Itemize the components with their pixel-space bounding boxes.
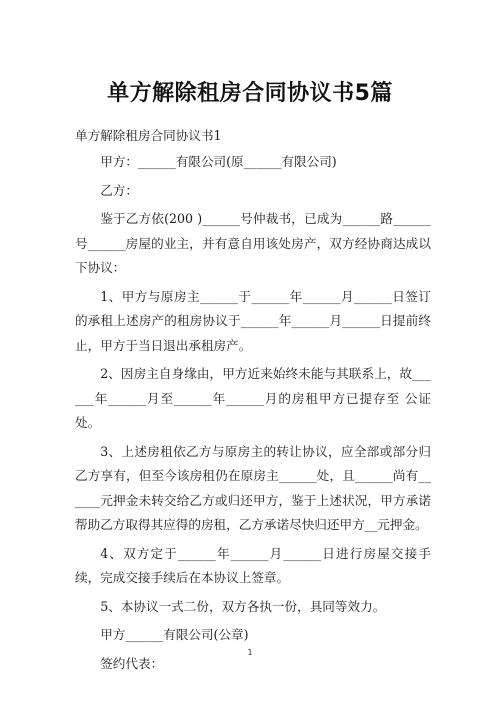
document-title: 单方解除租房合同协议书5篇 [107,81,393,106]
party-a-line: 甲方：______有限公司(原______有限公司) [100,154,337,169]
party-b-line: 乙方： [100,182,138,198]
document-body [75,124,431,680]
page-number: 1 [247,648,253,657]
clause-4: 4、双方定于______年______月______日进行房屋交接手续，完成交接手续后在本协议上签章。 [75,545,431,585]
preamble-paragraph: 鉴于乙方依(200 )______号仲裁书，已成为______路______号______房屋的业主，并有意自用该处房产，双方经协商达成以下协议： [75,211,431,275]
signing-representative-line: 签约代表： [100,655,164,671]
clause-3: 3、上述房租依乙方与原房主的转让协议，应全部或部分归乙方享有，但至今该房租仍在原房主______处，且______尚有______元押金未转交给乙方或归还甲方，鉴于上述状况，甲方承诺帮助乙方取得其应得的房租，乙方承诺尽快归还甲方__元押金。 [75,443,431,532]
clause-2: 2、因房主自身缘由，甲方近来始终未能与其联系上，故______年______月至______年______月的房租甲方已提存至 公证处。 [75,366,431,430]
clause-1: 1、甲方与原房主______于______年______月______日签订的承租上述房产的租房协议于______年______月______日提前终止，甲方于当日退出承租房产。 [75,288,431,353]
party-a-seal-line: 甲方______有限公司(公章) [100,627,249,642]
section-heading: 单方解除租房合同协议书1 [75,128,222,143]
clause-5: 5、本协议一式二份，双方各执一份，具同等效力。 [100,598,386,614]
